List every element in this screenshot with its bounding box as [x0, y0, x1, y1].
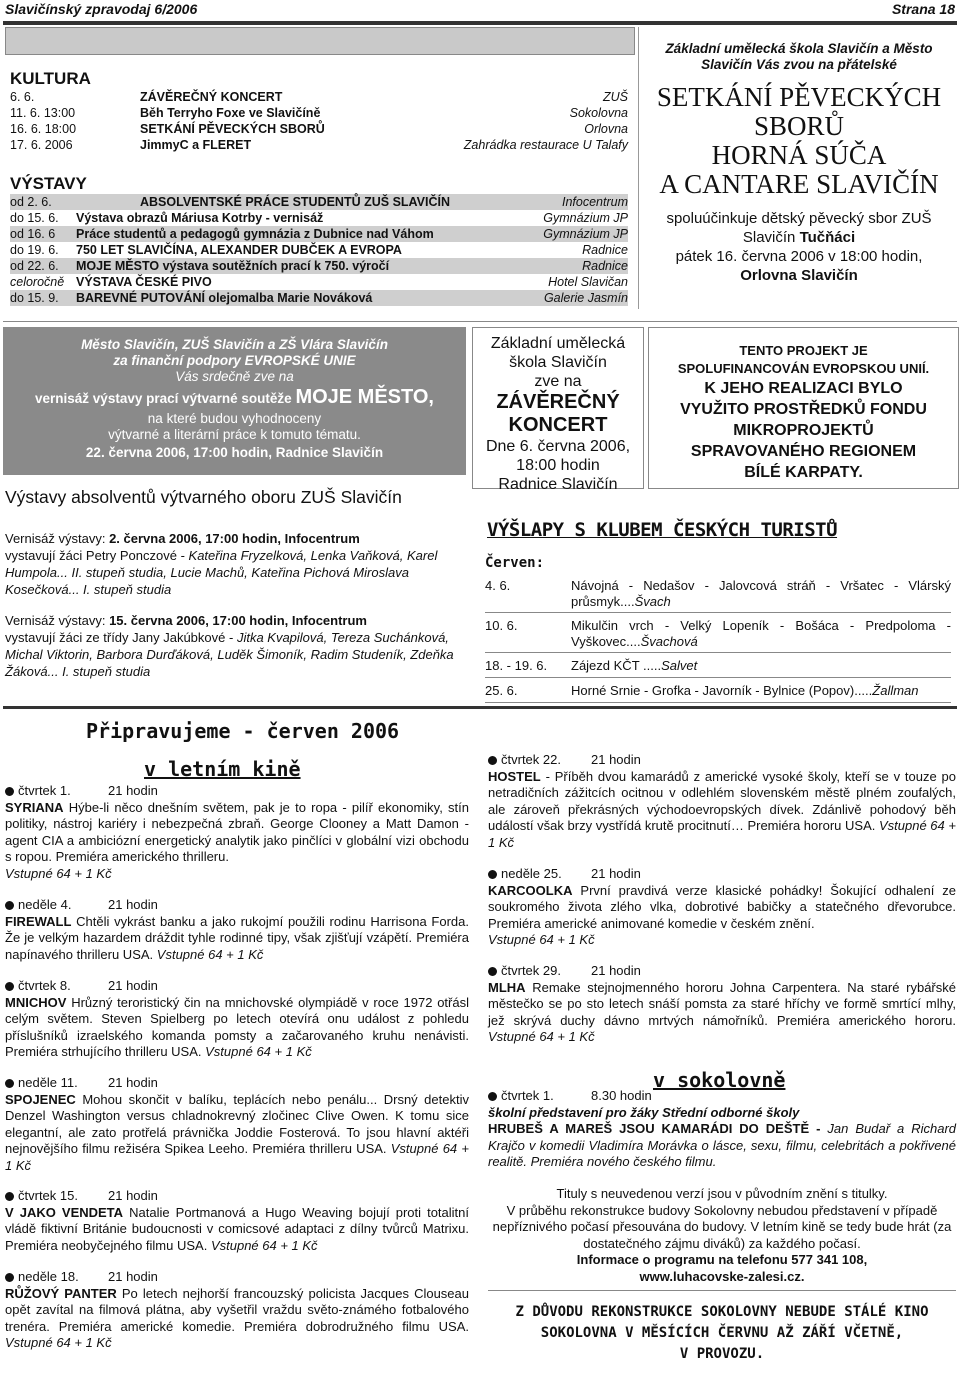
kultura-heading: KULTURA	[10, 69, 91, 88]
section-rule	[3, 321, 957, 322]
sokolovna-entry: čtvrtek 1. 8.30 hodin školní představení pro žáky Střední odborné školy HRUBEŠ A MAREŠ JSOU KAMARÁDI DO DEŠTĚ - Jan Budař a Richard Krajčo v komedii Vladimíra Morávka o lásce, sexu, filmu, celebritách a pokřivené realitě. Premiéra nového českého filmu.	[488, 1088, 956, 1169]
film-entry: neděle 18. 21 hodin RŮŽOVÝ PANTER Po letech nejhorší francouzský policista Jacques Clouseau opět zavítal na filmová plátna, aby vyšetřil vraždu světo-známého fotbalového trenéra. Premiéra americké komedie. Premiéra dobrodružného filmu USA. Vstupné 64 + 1 Kč	[5, 1269, 470, 1350]
eu-funding-notice: TENTO PROJEKT JE SPOLUFINANCOVÁN EVROPSKOU UNIÍ. K JEHO REALIZACI BYLO VYUŽITO PROSTŘEDKŮ FONDU MIKROPROJEKTŮ SPRAVOVANÉHO REGIONEM BÍLÉ KARPATY.	[648, 327, 959, 489]
film-entry: čtvrtek 29. 21 hodin MLHA Remake stejnojmenného hororu Johna Carpentera. Na staré rybářské městečko se po sto letech snáší pomsta za staré hříchy ve formě smrtící mlhy, jež skrývá duchy dávno mrtvých námořníků. Premiéra amerického hororu. Vstupné 64 + 1 Kč	[488, 963, 956, 1044]
vystavy-heading: VÝSTAVY	[10, 174, 87, 193]
invitation-heading: SETKÁNÍ PĚVECKÝCH SBORŮ HORNÁ SÚČA A CANTARE SLAVIČÍN	[656, 82, 942, 199]
vystavy-row: do 19. 6. 750 LET SLAVIČÍNA, ALEXANDER DUBČEK A EVROPA Radnice	[10, 243, 628, 257]
concert-invitation: Základní umělecká škola Slavičín zve na ZÁVĚREČNÝ KONCERT Dne 6. června 2006, 18:00 hodin Radnice Slavičín	[472, 327, 644, 489]
column-divider	[638, 27, 639, 309]
hiking-row: 10. 6. Mikulčin vrch - Velký Lopeník - Bošáca - Predpoloma - Vyškovec....Švachová	[485, 618, 951, 649]
hiking-rule	[485, 677, 951, 678]
hiking-rule	[485, 612, 951, 613]
absolventi-vernisaz-1: Vernisáž výstavy: 2. června 2006, 17:00 hodin, Infocentrum vystavují žáci Petry Ponczové - Kateřina Fryzelková, Lenka Vaňková, Karel Humpola... II. stupeň studia, Lucie Machů, Kateřina Pichová Miroslava Kosečková... I. stupeň studia	[5, 531, 438, 597]
moje-mesto-invitation: Město Slavičín, ZUŠ Slavičín a ZŠ Vlára Slavičín za finanční podpory EVROPSKÉ UNIE Vás srdečně zve na vernisáž výstavy prací výtvarné soutěže MOJE MĚSTO, na které budou vyhodnoceny výtvarné a literární práce k tomuto tématu. 22. června 2006, 17:00 hodin, Radnice Slavičín	[3, 327, 466, 475]
invitation-intro: Základní umělecká škola Slavičín a Město Slavičín Vás zvou na přátelské	[665, 41, 933, 72]
hiking-rule	[485, 702, 951, 703]
cinema-subheading: v letním kině	[144, 757, 301, 781]
vystavy-row: od 2. 6. ABSOLVENTSKÉ PRÁCE STUDENTŮ ZUŠ SLAVIČÍN Infocentrum	[10, 195, 628, 209]
film-entry: čtvrtek 8. 21 hodin MNICHOV Hrůzný teroristický čin na mnichovské olympiádě v roce 1972 otřásl celým světem. Steven Spielberg po letech otevírá onu událost z pohledu příslušníků izraelského komanda pomsty a začarovaného kruhu nenávisti. Premiéra strhujícího thrilleru USA. Vstupné 64 + 1 Kč	[5, 978, 469, 1059]
film-entry: čtvrtek 22. 21 hodin HOSTEL - Příběh dvou kamarádů z americké vysoké školy, kteří se v touze po netradičních zážitcích ocitnou v odlehlém slovenském městě plném zoufalých, ale zároveň překrásných východoevropských dívek. Zdánlivě pohodový běh událostí však brzy vystřídá krutě procitnutí… Premiéra hororu USA. Vstupné 64 + 1 Kč	[488, 752, 957, 850]
program-info: Tituly s neuvedenou verzí jsou v původním znění s titulky. V průběhu rekonstrukce budovy Sokolovny nebudou představení v případě nepříznivého počasí přesouvána do budovy. V letním kině se tedy bude hrát (za dostatečného zájmu diváků) za každého počasí. Informace o programu na telefonu 577 341 108, www.luhacovske-zalesi.cz.	[492, 1186, 952, 1284]
kultura-row: 17. 6. 2006 JimmyC a FLERET Zahrádka restaurace U Talafy	[10, 138, 628, 152]
absolventi-heading: Výstavy absolventů výtvarného oboru ZUŠ Slavičín	[5, 487, 402, 507]
hiking-heading: VÝŠLAPY S KLUBEM ČESKÝCH TURISTŮ	[487, 519, 838, 541]
choir-invitation	[641, 27, 957, 317]
hiking-month: Červen:	[485, 555, 545, 571]
sokolovna-heading: v sokolovně	[653, 1068, 786, 1092]
header-rule	[3, 21, 957, 25]
kultura-row: 11. 6. 13:00 Běh Terryho Foxe ve Slavičíně Sokolovna	[10, 106, 628, 120]
page-number: Strana 18	[891, 1, 955, 17]
film-entry: neděle 11. 21 hodin SPOJENEC Mohou skončit v balíku, teplácích nebo penálu... Drsný detektiv Denzel Washington versus chladnokrevný zločinec Clive Owen. K tomu sice elegantní, ale zato protřelá právnička Joddie Fosterová. To jsou hlavní aktéři nejnovějšího filmu režiséra Spikea Leeho. Premiéra thrilleru USA. Vstupné 64 + 1 Kč	[5, 1075, 469, 1173]
film-entry: neděle 4. 21 hodin FIREWALL Chtěli vykrást banku a jako rukojmí použili rodinu Harrisona Forda. Že je velkým hazardem dráždit tyhle rodinné tipy, však zjišťují vzápětí. Premiéra napínavého thrilleru USA. Vstupné 64 + 1 Kč	[5, 897, 469, 962]
kultura-row: 6. 6. ZÁVĚREČNÝ KONCERT ZUŠ	[10, 90, 628, 104]
invitation-details: spoluúčinkuje dětský pěvecký sbor ZUŠ Slavičín Tučňáci pátek 16. června 2006 v 18:00 hodin, Orlovna Slavičín	[666, 210, 932, 284]
vystavy-row: do 15. 6. Výstava obrazů Máriusa Kotrby - vernisáž Gymnázium JP	[10, 211, 628, 225]
hiking-row: 4. 6. Návojná - Nedašov - Jalovcová stráň - Vršatec - Vlárský průsmyk....Švach	[485, 578, 951, 609]
vystavy-row: od 22. 6. MOJE MĚSTO výstava soutěžních prací k 750. výročí Radnice	[10, 259, 628, 273]
vystavy-row: celoročně VÝSTAVA ČESKÉ PIVO Hotel Slavičan	[10, 275, 628, 289]
film-entry: neděle 25. 21 hodin KARCOOLKA První pravdivá verze klasické pohádky! Šokující odhalení ze soukromého života zlého vlka, dobrotivé babičky a statečného dřevorubce. Premiéra americké animované komedie v českém znění. Vstupné 64 + 1 Kč	[488, 866, 956, 947]
vystavy-row: do 15. 9. BAREVNÉ PUTOVÁNÍ olejomalba Marie Nováková Galerie Jasmín	[10, 291, 628, 305]
absolventi-vernisaz-2: Vernisáž výstavy: 15. června 2006, 17:00 hodin, Infocentrum vystavují žáci ze třídy Jany Jakúbkové - Jitka Kvapilová, Tereza Suchánková, Michal Viktorin, Barbora Durďáková, Luděk Šimoník, Radim Studeník, Zdeňka Žáková... I. stupeň studia	[5, 613, 454, 679]
film-entry: čtvrtek 15. 21 hodin V JAKO VENDETA Natalie Portmanová a Hugo Weaving bojují proti totalitní vládě fiktivní Británie budoucnosti v comicsové adaptaci z dílny tvůrců Matrixu. Premiéra neobyčejného filmu USA. Vstupné 64 + 1 Kč	[5, 1188, 469, 1253]
newsletter-title: Slavičínský zpravodaj 6/2006	[5, 1, 198, 17]
kultura-row: 16. 6. 18:00 SETKÁNÍ PĚVECKÝCH SBORŮ Orlovna	[10, 122, 628, 136]
vystavy-row: od 16. 6 Práce studentů a pedagogů gymnázia z Dubnice nad Váhom Gymnázium JP	[10, 227, 628, 241]
closure-notice: Z DŮVODU REKONSTRUKCE SOKOLOVNY NEBUDE STÁLÉ KINO SOKOLOVNA V MĚSÍCÍCH ČERVNU AŽ ZÁŘÍ VČETNĚ, V PROVOZU.	[515, 1304, 929, 1362]
section-rule	[3, 706, 957, 709]
grey-banner	[5, 27, 635, 55]
cinema-heading: Připravujeme - červen 2006	[86, 719, 400, 743]
film-entry: čtvrtek 1. 21 hodin SYRIANA Hýbe-li něco dnešním světem, pak je to ropa - pilíř ekonomiky, stín politiky, nástroj kariéry i nebezpečná zbraň. George Clooney a Matt Damon - agent CIA a ambiciózní energetický analytik jako pinčlíci v globální vizi obchodu s ropou. Premiéra amerického thrilleru. Vstupné 64 + 1 Kč	[5, 783, 469, 881]
section-rule	[488, 1290, 956, 1291]
hiking-rule	[485, 652, 951, 653]
